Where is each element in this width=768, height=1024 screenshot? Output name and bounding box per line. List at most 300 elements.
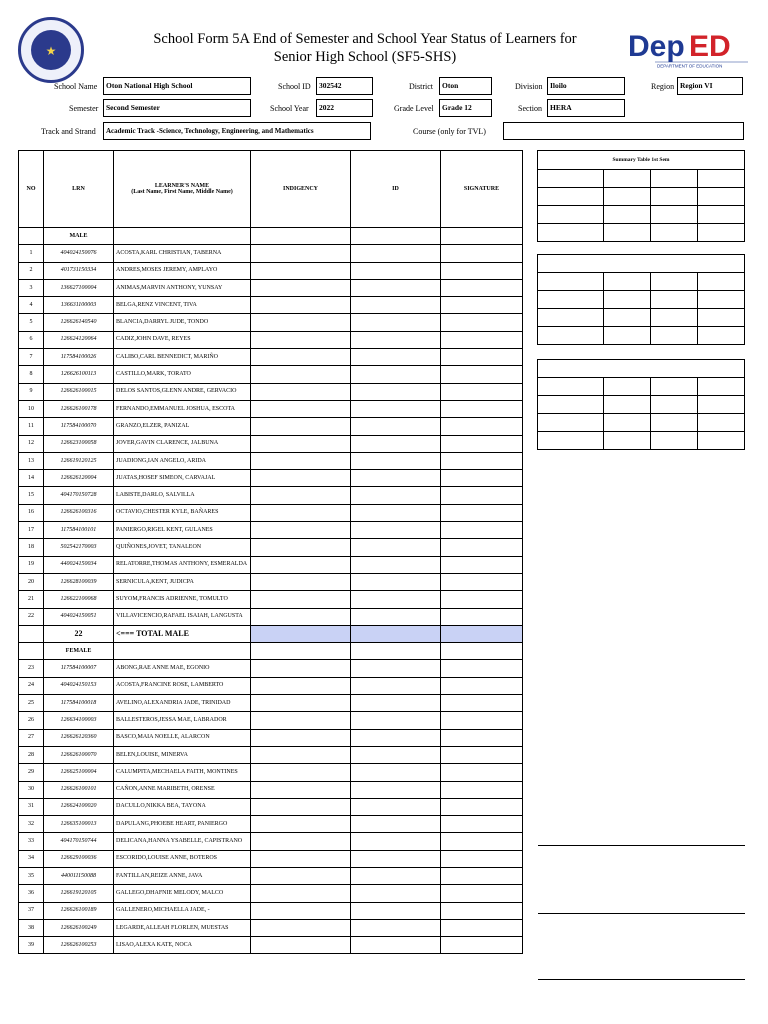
table-row: [19, 850, 523, 867]
row-signature-cell[interactable]: [441, 902, 523, 919]
row-id-cell[interactable]: [351, 504, 441, 521]
row-learner-name: VILLAVICENCIO,RAFAEL ISAIAH, LANGUSTA: [114, 608, 251, 625]
table-cell: [651, 224, 698, 242]
table-row: [19, 262, 523, 279]
deped-logo: [627, 28, 749, 68]
row-id-cell[interactable]: [351, 556, 441, 573]
table-row: [19, 435, 523, 452]
row-signature-cell[interactable]: [441, 798, 523, 815]
row-id-cell[interactable]: [351, 867, 441, 884]
row-lrn: 126626100101: [44, 781, 114, 798]
table-row: [19, 816, 523, 833]
row-lrn: 404170150744: [44, 833, 114, 850]
row-learner-name: GALLEGO,DHAFNIE MELODY, MALCO: [114, 885, 251, 902]
row-learner-name: AVELINO,ALEXANDRIA JADE, TRINIDAD: [114, 695, 251, 712]
row-lrn: 117584100007: [44, 660, 114, 677]
total-male-id-cell: [351, 625, 441, 642]
table-row: [19, 729, 523, 746]
header-name-sub: (Last Name, First Name, Middle Name): [131, 189, 233, 195]
row-id-cell[interactable]: [351, 677, 441, 694]
row-signature-cell[interactable]: [441, 919, 523, 936]
table-row: [19, 383, 523, 400]
section-value: HERA: [550, 103, 572, 112]
row-learner-name: ACOSTA,FRANCINE ROSE, LAMBERTO: [114, 677, 251, 694]
row-lrn: 126626100316: [44, 504, 114, 521]
table-row: [19, 608, 523, 625]
summary-row: [538, 309, 745, 327]
row-learner-name: DELICANA,HANNA YSABELLE, CAPISTRANO: [114, 833, 251, 850]
row-indigency-cell[interactable]: [251, 867, 351, 884]
female-section-row: [19, 643, 523, 660]
row-id-cell[interactable]: [351, 573, 441, 590]
row-learner-name: CADIZ,JOHN DAVE, REYES: [114, 331, 251, 348]
school-id-field[interactable]: [316, 77, 373, 95]
table-cell: [651, 206, 698, 224]
row-learner-name: RELATORRE,THOMAS ANTHONY, ESMERALDA: [114, 556, 251, 573]
row-indigency-cell[interactable]: [251, 850, 351, 867]
star-icon: ★: [45, 44, 57, 58]
row-indigency-cell[interactable]: [251, 556, 351, 573]
row-indigency-cell[interactable]: [251, 418, 351, 435]
row-learner-name: JOVER,GAVIN CLARENCE, JALBUNA: [114, 435, 251, 452]
row-number: 1: [19, 245, 44, 262]
track-value: Academic Track -Science, Technology, Engineering, and Mathematics: [106, 127, 314, 135]
row-indigency-cell[interactable]: [251, 487, 351, 504]
total-male-section: [19, 625, 523, 642]
row-learner-name: ESCORIDO,LOUISE ANNE, BOTEROS: [114, 850, 251, 867]
table-row: [19, 573, 523, 590]
table-cell: [698, 309, 745, 327]
table-row: [19, 764, 523, 781]
row-indigency-cell[interactable]: [251, 816, 351, 833]
row-id-cell[interactable]: [351, 781, 441, 798]
row-id-cell[interactable]: [351, 383, 441, 400]
total-male-row: [19, 625, 523, 642]
row-signature-cell[interactable]: [441, 522, 523, 539]
row-signature-cell[interactable]: [441, 608, 523, 625]
table-row: [19, 746, 523, 763]
row-id-cell[interactable]: [351, 695, 441, 712]
row-learner-name: DELOS SANTOS,GLENN ANDRE, GERVACIO: [114, 383, 251, 400]
row-signature-cell[interactable]: [441, 418, 523, 435]
row-indigency-cell[interactable]: [251, 677, 351, 694]
row-signature-cell[interactable]: [441, 867, 523, 884]
section-label: Section: [518, 104, 542, 113]
signature-line: [538, 845, 745, 846]
row-signature-cell[interactable]: [441, 539, 523, 556]
row-signature-cell[interactable]: [441, 470, 523, 487]
row-indigency-cell[interactable]: [251, 798, 351, 815]
row-indigency-cell[interactable]: [251, 781, 351, 798]
table-cell: [604, 309, 651, 327]
row-lrn: 404024150153: [44, 677, 114, 694]
row-indigency-cell[interactable]: [251, 383, 351, 400]
row-id-cell[interactable]: [351, 279, 441, 296]
table-cell: [538, 224, 604, 242]
row-indigency-cell[interactable]: [251, 366, 351, 383]
table-row: [19, 712, 523, 729]
row-id-cell[interactable]: [351, 764, 441, 781]
row-number: 10: [19, 400, 44, 417]
row-indigency-cell[interactable]: [251, 297, 351, 314]
table-row: [19, 279, 523, 296]
row-indigency-cell[interactable]: [251, 746, 351, 763]
row-indigency-cell[interactable]: [251, 245, 351, 262]
male-section: [19, 228, 523, 626]
row-signature-cell[interactable]: [441, 833, 523, 850]
table-cell: [604, 188, 651, 206]
row-signature-cell[interactable]: [441, 573, 523, 590]
table-cell: [651, 378, 698, 396]
row-learner-name: JUATAS,HOSEF SIMEON, CARVAJAL: [114, 470, 251, 487]
table-row: [19, 504, 523, 521]
row-indigency-cell[interactable]: [251, 902, 351, 919]
row-learner-name: JUADIONG,IAN ANGELO, ARIDA: [114, 452, 251, 469]
row-number: 9: [19, 383, 44, 400]
total-male-signature-cell: [441, 625, 523, 642]
row-lrn: 136631100003: [44, 297, 114, 314]
female-section: [19, 643, 523, 954]
row-id-cell[interactable]: [351, 885, 441, 902]
row-indigency-cell[interactable]: [251, 400, 351, 417]
row-number: 11: [19, 418, 44, 435]
table-cell: [604, 206, 651, 224]
row-indigency-cell[interactable]: [251, 937, 351, 954]
row-signature-cell[interactable]: [441, 331, 523, 348]
row-signature-cell[interactable]: [441, 677, 523, 694]
row-signature-cell[interactable]: [441, 885, 523, 902]
row-number: 16: [19, 504, 44, 521]
row-id-cell[interactable]: [351, 331, 441, 348]
total-male-label: <=== TOTAL MALE: [114, 625, 251, 642]
row-signature-cell[interactable]: [441, 816, 523, 833]
row-lrn: 126628100039: [44, 573, 114, 590]
row-indigency-cell[interactable]: [251, 712, 351, 729]
row-lrn: 440024150034: [44, 556, 114, 573]
row-learner-name: CALIBO,CARL BENNEDICT, MARIÑO: [114, 349, 251, 366]
summary-table-2: [537, 254, 745, 345]
row-signature-cell[interactable]: [441, 435, 523, 452]
row-signature-cell[interactable]: [441, 695, 523, 712]
table-row: [19, 919, 523, 936]
table-cell: [651, 396, 698, 414]
row-learner-name: ANDRES,MOSES JEREMY, AMPLAYO: [114, 262, 251, 279]
learner-table: [18, 150, 523, 954]
row-id-cell[interactable]: [351, 902, 441, 919]
row-id-cell[interactable]: [351, 539, 441, 556]
row-number: 29: [19, 764, 44, 781]
row-id-cell[interactable]: [351, 798, 441, 815]
row-lrn: 126634100003: [44, 712, 114, 729]
row-id-cell[interactable]: [351, 366, 441, 383]
row-indigency-cell[interactable]: [251, 279, 351, 296]
total-male-indigency-cell: [251, 625, 351, 642]
table-cell: [538, 255, 745, 273]
row-indigency-cell[interactable]: [251, 539, 351, 556]
row-indigency-cell[interactable]: [251, 504, 351, 521]
row-signature-cell[interactable]: [441, 297, 523, 314]
row-id-cell[interactable]: [351, 850, 441, 867]
row-signature-cell[interactable]: [441, 366, 523, 383]
row-lrn: 404024150051: [44, 608, 114, 625]
table-cell: [538, 291, 604, 309]
row-id-cell[interactable]: [351, 816, 441, 833]
row-learner-name: ACOSTA,KARL CHRISTIAN, TABERNA: [114, 245, 251, 262]
row-id-cell[interactable]: [351, 349, 441, 366]
row-indigency-cell[interactable]: [251, 435, 351, 452]
row-lrn: 126626100015: [44, 383, 114, 400]
row-learner-name: QUIÑONES,JOVET, TANALEON: [114, 539, 251, 556]
row-lrn: 126622100068: [44, 591, 114, 608]
row-id-cell[interactable]: [351, 435, 441, 452]
row-lrn: 126626100249: [44, 919, 114, 936]
table-cell: [604, 170, 651, 188]
summary-row: [538, 291, 745, 309]
row-number: 36: [19, 885, 44, 902]
row-signature-cell[interactable]: [441, 349, 523, 366]
table-cell: [651, 327, 698, 345]
table-row: [19, 591, 523, 608]
row-indigency-cell[interactable]: [251, 885, 351, 902]
row-indigency-cell[interactable]: [251, 660, 351, 677]
summary-title-row: [538, 360, 745, 378]
table-row: [19, 487, 523, 504]
svg-text:DEPARTMENT OF EDUCATION: DEPARTMENT OF EDUCATION: [657, 63, 723, 68]
table-row: [19, 366, 523, 383]
row-signature-cell[interactable]: [441, 262, 523, 279]
row-id-cell[interactable]: [351, 522, 441, 539]
table-cell: [538, 360, 745, 378]
row-indigency-cell[interactable]: [251, 573, 351, 590]
row-id-cell[interactable]: [351, 919, 441, 936]
table-row: [19, 418, 523, 435]
school-year-field[interactable]: [316, 99, 373, 117]
table-header-row: [19, 151, 523, 228]
table-cell: [604, 291, 651, 309]
school-id-value: 302542: [319, 81, 342, 90]
grade-level-label: Grade Level: [394, 104, 434, 113]
table-cell: [538, 414, 604, 432]
row-signature-cell[interactable]: [441, 452, 523, 469]
table-cell: [651, 170, 698, 188]
table-row: [19, 660, 523, 677]
signature-line: [538, 979, 745, 980]
row-signature-cell[interactable]: [441, 660, 523, 677]
header-indigency: INDIGENCY: [251, 151, 351, 228]
summary-row: [538, 224, 745, 242]
row-learner-name: ANIMAS,MARVIN ANTHONY, YUNSAY: [114, 279, 251, 296]
row-indigency-cell[interactable]: [251, 331, 351, 348]
form-title-line1: School Form 5A End of Semester and School Year Status of Learners for: [153, 31, 577, 47]
table-cell: [698, 273, 745, 291]
row-signature-cell[interactable]: [441, 245, 523, 262]
table-row: [19, 297, 523, 314]
table-cell: [604, 414, 651, 432]
row-learner-name: PANIERGO,RIGEL KENT, GULANES: [114, 522, 251, 539]
school-year-value: 2022: [319, 103, 334, 112]
table-cell: [651, 414, 698, 432]
table-cell: [698, 378, 745, 396]
row-learner-name: BELGA,RENZ VINCENT, TIVA: [114, 297, 251, 314]
row-indigency-cell[interactable]: [251, 452, 351, 469]
row-lrn: 126626100189: [44, 902, 114, 919]
division-field[interactable]: [547, 77, 625, 95]
row-signature-cell[interactable]: [441, 591, 523, 608]
track-label: Track and Strand: [41, 127, 96, 136]
form-title-line2: Senior High School (SF5-SHS): [273, 49, 457, 65]
semester-value: Second Semester: [106, 103, 160, 112]
school-id-label: School ID: [278, 82, 311, 91]
row-indigency-cell[interactable]: [251, 591, 351, 608]
grade-level-value: Grade 12: [442, 103, 472, 112]
table-cell: [538, 378, 604, 396]
row-signature-cell[interactable]: [441, 712, 523, 729]
row-lrn: 126635100013: [44, 816, 114, 833]
form-title: [110, 30, 620, 66]
row-indigency-cell[interactable]: [251, 470, 351, 487]
row-id-cell[interactable]: [351, 452, 441, 469]
row-signature-cell[interactable]: [441, 729, 523, 746]
table-cell: [538, 432, 604, 450]
row-number: 35: [19, 867, 44, 884]
summary-title: Summary Table 1st Sem: [538, 151, 745, 170]
row-number: 33: [19, 833, 44, 850]
summary-row: [538, 170, 745, 188]
male-section-label: MALE: [44, 228, 114, 245]
row-indigency-cell[interactable]: [251, 833, 351, 850]
row-indigency-cell[interactable]: [251, 349, 351, 366]
row-learner-name: SUYOM,FRANCIS ADRIENNE, TOMULTO: [114, 591, 251, 608]
row-signature-cell[interactable]: [441, 850, 523, 867]
row-number: 28: [19, 746, 44, 763]
row-id-cell[interactable]: [351, 487, 441, 504]
table-cell: [441, 228, 523, 245]
row-learner-name: FANTILLAN,REIZE ANNE, JAVA: [114, 867, 251, 884]
row-id-cell[interactable]: [351, 712, 441, 729]
summary-row: [538, 206, 745, 224]
row-learner-name: LEGARDE,ALLEAH FLORLEN, MUESTAS: [114, 919, 251, 936]
row-number: 8: [19, 366, 44, 383]
row-indigency-cell[interactable]: [251, 314, 351, 331]
grade-level-field[interactable]: [439, 99, 492, 117]
row-id-cell[interactable]: [351, 833, 441, 850]
course-field[interactable]: [503, 122, 744, 140]
male-section-row: [19, 228, 523, 245]
row-id-cell[interactable]: [351, 729, 441, 746]
row-id-cell[interactable]: [351, 608, 441, 625]
row-indigency-cell[interactable]: [251, 262, 351, 279]
table-row: [19, 245, 523, 262]
school-name-field[interactable]: [103, 77, 251, 95]
table-cell: [651, 291, 698, 309]
table-cell: [698, 414, 745, 432]
row-id-cell[interactable]: [351, 746, 441, 763]
row-indigency-cell[interactable]: [251, 608, 351, 625]
track-field[interactable]: [103, 122, 371, 140]
header-lrn: LRN: [44, 151, 114, 228]
row-number: 3: [19, 279, 44, 296]
row-indigency-cell[interactable]: [251, 919, 351, 936]
row-id-cell[interactable]: [351, 660, 441, 677]
deped-seal-logo: [18, 17, 84, 83]
row-learner-name: LISAO,ALEXA KATE, NOCA: [114, 937, 251, 954]
district-field[interactable]: [439, 77, 492, 95]
row-signature-cell[interactable]: [441, 781, 523, 798]
row-indigency-cell[interactable]: [251, 695, 351, 712]
row-lrn: 126629100036: [44, 850, 114, 867]
header-id: ID: [351, 151, 441, 228]
row-learner-name: GALLENERO,MICHAELLA JADE, -: [114, 902, 251, 919]
row-id-cell[interactable]: [351, 245, 441, 262]
row-indigency-cell[interactable]: [251, 522, 351, 539]
table-cell: [651, 188, 698, 206]
table-cell: [538, 206, 604, 224]
table-row: [19, 331, 523, 348]
row-id-cell[interactable]: [351, 297, 441, 314]
row-number: 24: [19, 677, 44, 694]
table-cell: [538, 273, 604, 291]
total-male-count: 22: [44, 625, 114, 642]
row-id-cell[interactable]: [351, 470, 441, 487]
row-id-cell[interactable]: [351, 591, 441, 608]
row-signature-cell[interactable]: [441, 556, 523, 573]
row-lrn: 126626100113: [44, 366, 114, 383]
row-learner-name: SERNICULA,KENT, JUDICPA: [114, 573, 251, 590]
table-cell: [698, 396, 745, 414]
row-indigency-cell[interactable]: [251, 764, 351, 781]
row-number: 19: [19, 556, 44, 573]
row-id-cell[interactable]: [351, 262, 441, 279]
row-indigency-cell[interactable]: [251, 729, 351, 746]
row-lrn: 126626100070: [44, 746, 114, 763]
row-lrn: 126626100178: [44, 400, 114, 417]
table-row: [19, 452, 523, 469]
row-signature-cell[interactable]: [441, 383, 523, 400]
row-signature-cell[interactable]: [441, 504, 523, 521]
row-signature-cell[interactable]: [441, 937, 523, 954]
row-signature-cell[interactable]: [441, 764, 523, 781]
row-lrn: 126619120105: [44, 885, 114, 902]
table-cell: [698, 170, 745, 188]
row-signature-cell[interactable]: [441, 314, 523, 331]
table-cell: [538, 188, 604, 206]
row-lrn: 404024150076: [44, 245, 114, 262]
table-row: [19, 556, 523, 573]
row-signature-cell[interactable]: [441, 746, 523, 763]
region-field[interactable]: [677, 77, 743, 95]
table-cell: [698, 327, 745, 345]
row-lrn: 126624120064: [44, 331, 114, 348]
row-signature-cell[interactable]: [441, 400, 523, 417]
row-learner-name: BASCO,MAIA NOELLE, ALARCON: [114, 729, 251, 746]
row-id-cell[interactable]: [351, 314, 441, 331]
row-learner-name: CALUMPITA,MECHAELA FAITH, MONTINES: [114, 764, 251, 781]
summary-table-1: [537, 150, 745, 242]
row-signature-cell[interactable]: [441, 279, 523, 296]
school-year-label: School Year: [270, 104, 309, 113]
row-signature-cell[interactable]: [441, 487, 523, 504]
school-name-label: School Name: [54, 82, 98, 91]
table-cell: [604, 432, 651, 450]
table-row: [19, 781, 523, 798]
table-row: [19, 867, 523, 884]
section-field[interactable]: [547, 99, 625, 117]
row-id-cell[interactable]: [351, 418, 441, 435]
row-id-cell[interactable]: [351, 400, 441, 417]
semester-field[interactable]: [103, 99, 251, 117]
row-number: 38: [19, 919, 44, 936]
row-id-cell[interactable]: [351, 937, 441, 954]
